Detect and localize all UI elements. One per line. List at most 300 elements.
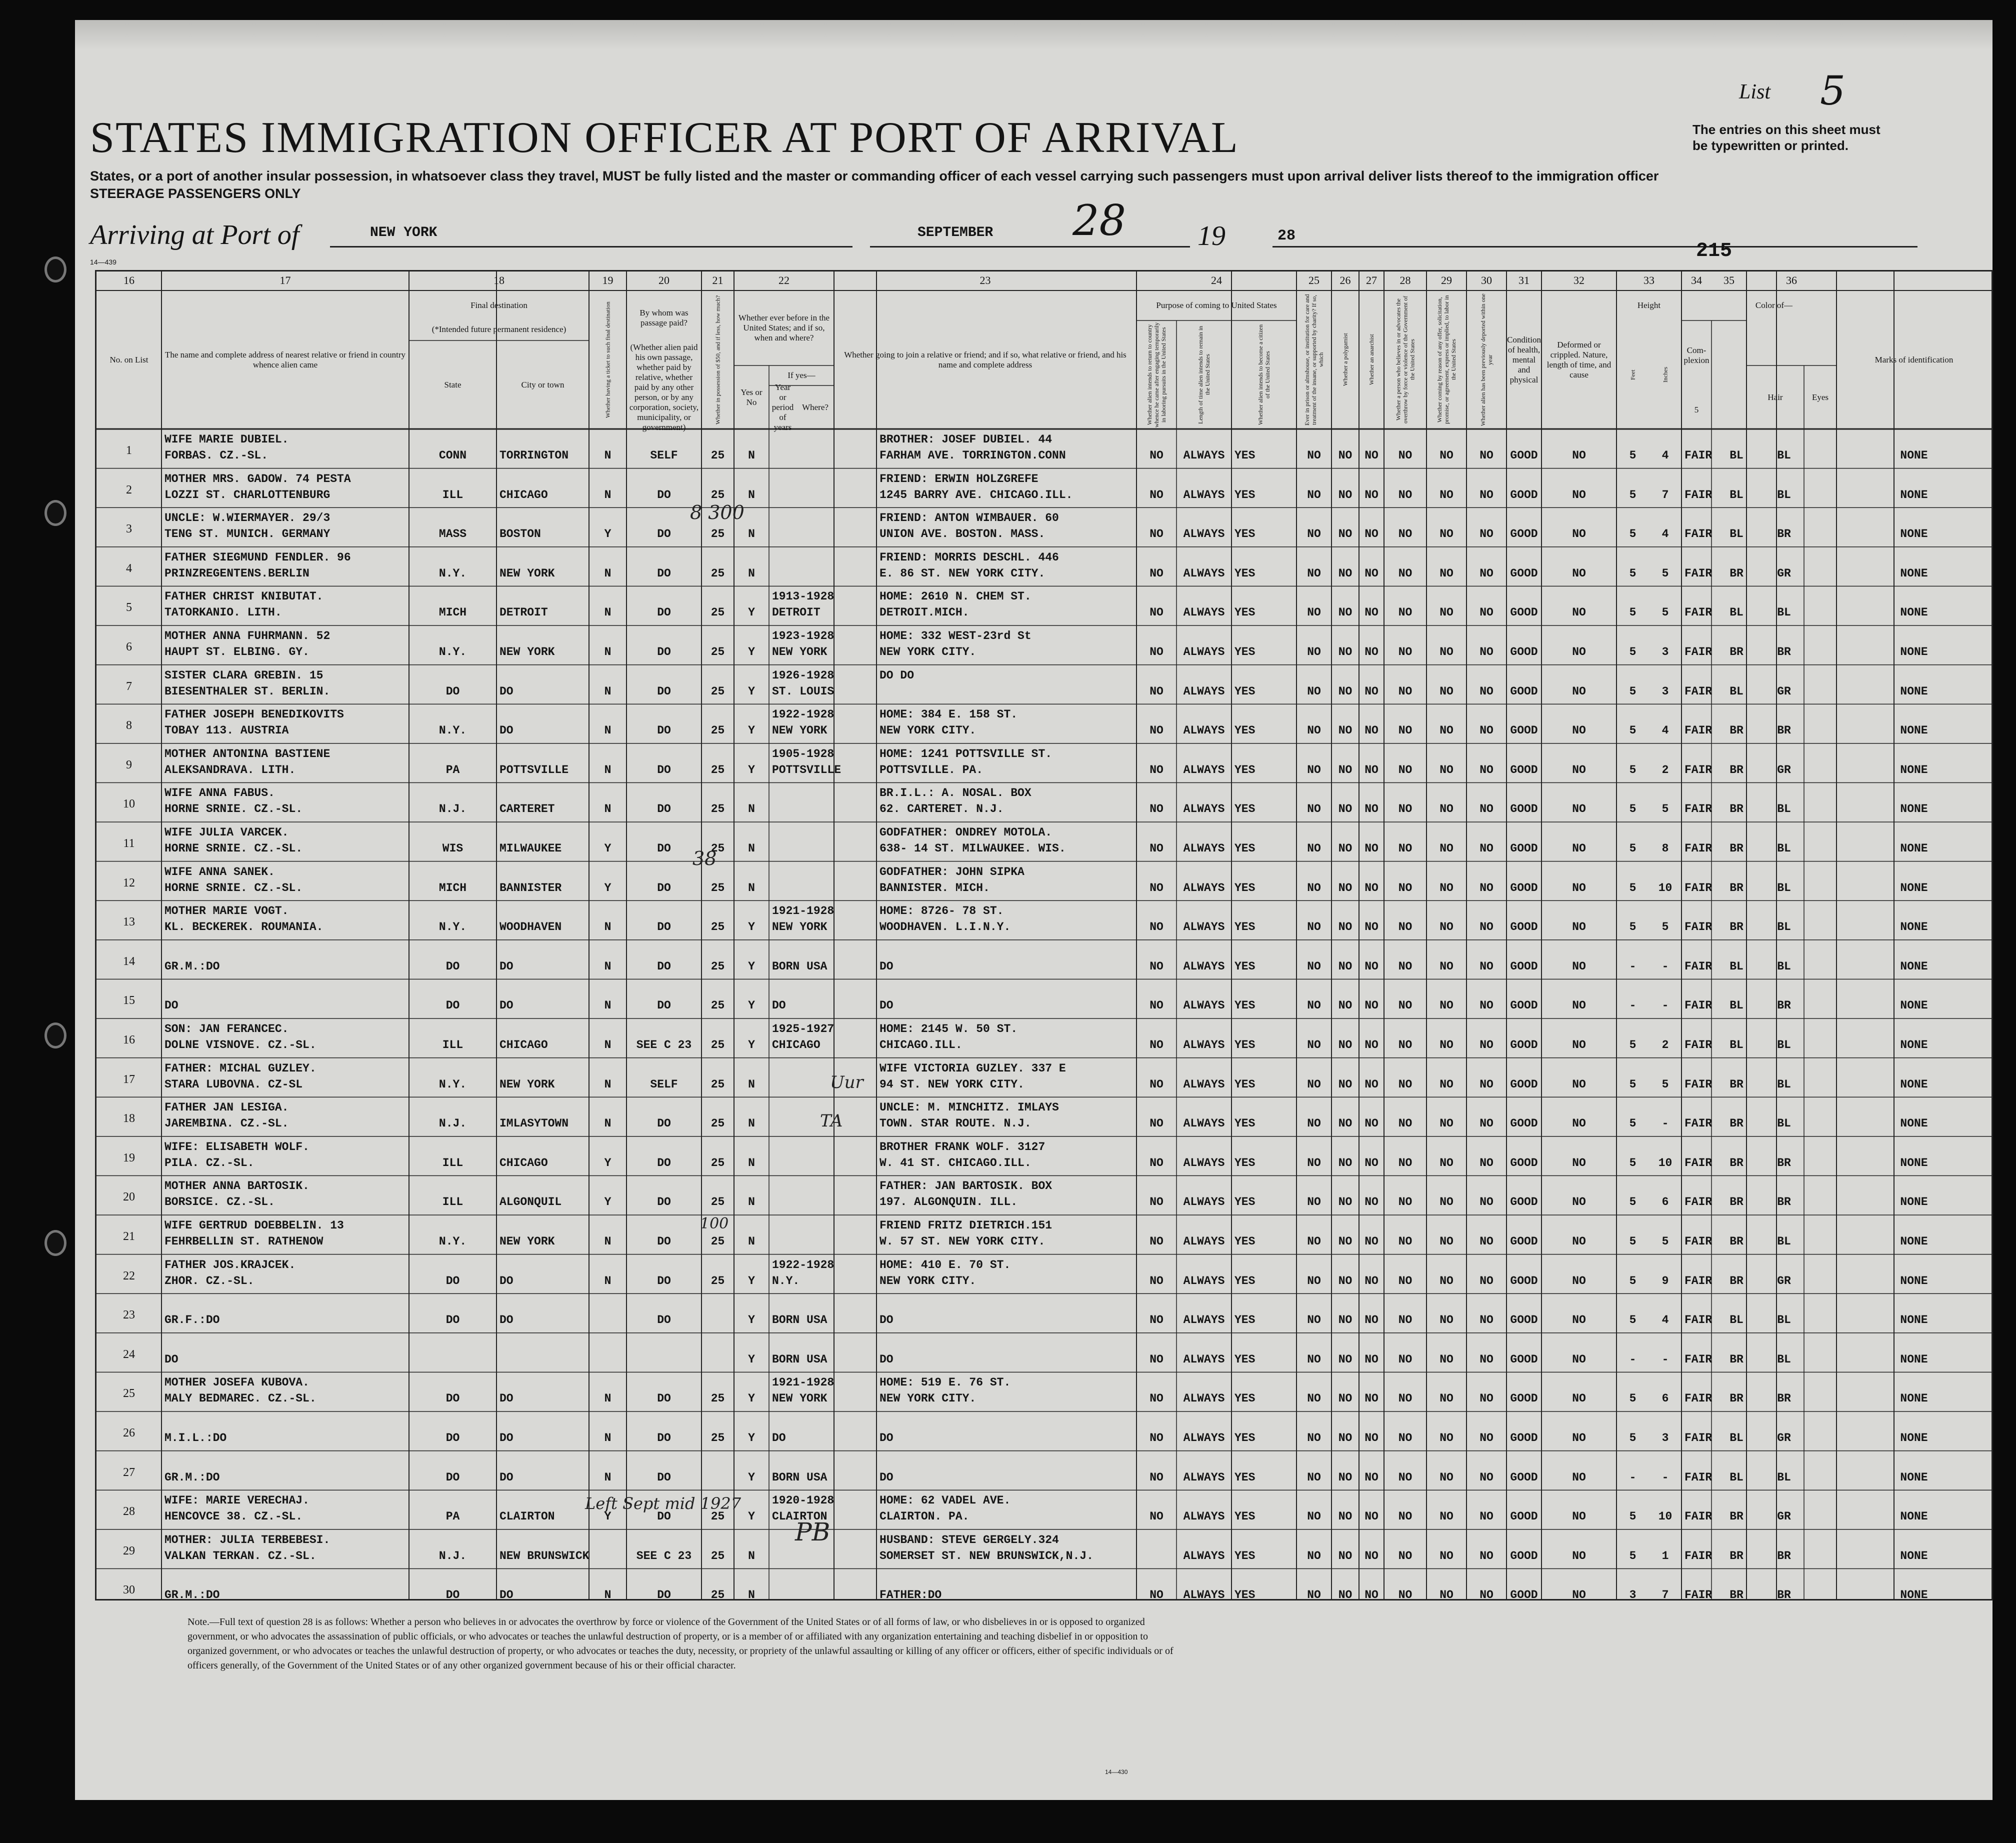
height-feet: 5 (1629, 1078, 1636, 1091)
anarchist-flag: NO (1364, 1432, 1378, 1444)
height-inches: 7 (1662, 1588, 1669, 1602)
money-annotation: 8 300 (690, 502, 744, 524)
passage-paid-by: DO (657, 999, 671, 1012)
polygamist-flag: NO (1338, 763, 1352, 776)
length-of-stay: ALWAYS (1183, 1588, 1225, 1602)
eye-color: BL (1777, 1314, 1791, 1327)
anarchist-flag: NO (1364, 1156, 1378, 1170)
prison-flag: NO (1307, 960, 1321, 973)
q30-flag: NO (1480, 488, 1494, 502)
q29-flag: NO (1440, 1549, 1454, 1562)
relative-address: KL. BECKEREK. ROUMANIA. (164, 920, 324, 934)
row-number: 2 (126, 483, 132, 496)
identification-marks: NONE (1900, 724, 1928, 738)
anarchist-flag: NO (1364, 528, 1378, 541)
ticket-flag: N (604, 684, 612, 698)
hair-color: BL (1730, 606, 1744, 620)
header-anarchist: Whether an anarchist (1368, 334, 1375, 386)
column-number: 32 (1574, 274, 1584, 286)
eye-color: BL (1777, 881, 1791, 894)
period-in-us: 1921-1928 (772, 904, 834, 918)
passage-paid-by: DO (657, 1274, 671, 1288)
destination-state: N.Y. (438, 566, 467, 580)
complexion-value: FAIR (1684, 1392, 1712, 1406)
complexion-value: FAIR (1684, 646, 1712, 658)
polygamist-flag: NO (1338, 1470, 1352, 1484)
ticket-flag: N (604, 1274, 612, 1288)
height-feet: 5 (1629, 1549, 1636, 1562)
row-number: 29 (123, 1544, 135, 1558)
previously-in-us: N (748, 1588, 755, 1602)
intends-citizenship: YES (1234, 1235, 1256, 1248)
height-inches: 4 (1662, 724, 1669, 738)
passage-paid-by: DO (657, 1314, 671, 1327)
money-amount: 25 (710, 881, 725, 894)
relative-name: MOTHER: JULIA TERBEBESI. (164, 1533, 330, 1546)
hair-color: BR (1730, 1274, 1744, 1288)
ticket-flag: Y (604, 1510, 612, 1524)
destination-city: DO (500, 1588, 514, 1602)
q28-flag: NO (1398, 449, 1412, 462)
joining-contact: FRIEND: ERWIN HOLZGREFE (880, 472, 1038, 486)
relative-address: FEHRBELLIN ST. RATHENOW (164, 1235, 324, 1248)
destination-state: DO (446, 1274, 460, 1288)
polygamist-flag: NO (1338, 684, 1352, 698)
relative-name: SISTER CLARA GREBIN. 15 (164, 668, 324, 682)
previously-in-us: Y (748, 920, 755, 934)
complexion-value: FAIR (1684, 1274, 1712, 1288)
destination-city: NEW YORK (500, 1235, 555, 1248)
ticket-flag: Y (604, 842, 612, 855)
header-hair: Hair (1768, 392, 1783, 402)
column-number: 30 (1481, 274, 1492, 286)
date-underline (870, 246, 1190, 248)
destination-state: DO (446, 1432, 460, 1444)
joining-contact: GODFATHER: JOHN SIPKA (880, 865, 1024, 878)
health-condition: GOOD (1510, 1156, 1538, 1170)
passage-paid-by: DO (657, 881, 671, 894)
q30-flag: NO (1480, 1588, 1494, 1602)
row-number: 25 (123, 1387, 135, 1400)
health-condition: GOOD (1510, 1549, 1538, 1562)
q28-flag: NO (1398, 1352, 1412, 1366)
height-inches: 10 (1658, 1156, 1672, 1170)
identification-marks: NONE (1900, 1196, 1928, 1209)
anarchist-flag: NO (1364, 960, 1378, 973)
relative-address: M.I.L.:DO (164, 1432, 227, 1444)
money-amount: 25 (710, 1235, 725, 1248)
health-condition: GOOD (1510, 1588, 1538, 1602)
deformed-flag: NO (1572, 1235, 1586, 1248)
joining-contact: BROTHER: JOSEF DUBIEL. 44 (880, 433, 1052, 446)
period-in-us: 1925-1927 (772, 1022, 834, 1036)
relative-name: FATHER JAN LESIGA. (164, 1101, 289, 1114)
anarchist-flag: NO (1364, 1274, 1378, 1288)
destination-city: DO (500, 1470, 514, 1484)
relative-name: WIFE: ELISABETH WOLF. (164, 1140, 310, 1154)
relative-name: UNCLE: W.WIERMAYER. 29/3 (164, 512, 330, 525)
health-condition: GOOD (1510, 960, 1538, 973)
intends-citizenship: YES (1234, 960, 1256, 973)
q28-flag: NO (1398, 566, 1412, 580)
where-in-us: N.Y. (772, 1274, 800, 1288)
q28-flag: NO (1398, 763, 1412, 776)
passage-paid-by: DO (657, 684, 671, 698)
passage-paid-by: DO (657, 724, 671, 738)
anarchist-flag: NO (1364, 1392, 1378, 1406)
joining-address: POTTSVILLE. PA. (880, 763, 984, 776)
joining-contact: HUSBAND: STEVE GERGELY.324 (880, 1533, 1059, 1546)
polygamist-flag: NO (1338, 724, 1352, 738)
hair-color: BR (1730, 1156, 1744, 1170)
port-value: NEW YORK (370, 225, 438, 240)
column-number: 29 (1441, 274, 1452, 286)
previously-in-us: N (748, 1549, 755, 1562)
money-amount: 25 (710, 1078, 725, 1091)
intends-return: NO (1150, 1432, 1164, 1444)
previously-in-us: Y (748, 1470, 755, 1484)
destination-state: MASS (438, 528, 467, 541)
complexion-value: FAIR (1684, 1117, 1712, 1130)
joining-address: 638- 14 ST. MILWAUKEE. WIS. (880, 842, 1066, 855)
joining-address: 1245 BARRY AVE. CHICAGO.ILL. (880, 488, 1073, 502)
health-condition: GOOD (1510, 842, 1538, 855)
relative-address: HORNE SRNIE. CZ.-SL. (164, 802, 303, 816)
passage-paid-by: DO (657, 1235, 671, 1248)
joining-address: 62. CARTERET. N.J. (880, 802, 1004, 816)
ticket-flag: Y (604, 1196, 612, 1209)
destination-city: WOODHAVEN (500, 920, 562, 934)
destination-state: PA (446, 1510, 460, 1524)
relative-address: MALY BEDMAREC. CZ.-SL. (164, 1392, 316, 1406)
identification-marks: NONE (1900, 1352, 1928, 1366)
q30-flag: NO (1480, 920, 1494, 934)
relative-name: WIFE MARIE DUBIEL. (164, 433, 289, 446)
money-amount: 25 (710, 999, 725, 1012)
identification-marks: NONE (1900, 960, 1928, 973)
previously-in-us: N (748, 528, 755, 541)
identification-marks: NONE (1900, 1235, 1928, 1248)
passage-paid-by: DO (657, 802, 671, 816)
q29-flag: NO (1440, 1274, 1454, 1288)
health-condition: GOOD (1510, 1274, 1538, 1288)
money-amount: 25 (710, 802, 725, 816)
q30-flag: NO (1480, 1470, 1494, 1484)
anarchist-flag: NO (1364, 488, 1378, 502)
deformed-flag: NO (1572, 1038, 1586, 1052)
height-feet: 3 (1629, 1588, 1636, 1602)
ticket-flag: N (604, 920, 612, 934)
prison-flag: NO (1307, 724, 1321, 738)
column-number: 36 (1786, 274, 1797, 286)
anarchist-flag: NO (1364, 449, 1378, 462)
previously-in-us: Y (748, 999, 755, 1012)
passage-paid-by: DO (657, 1470, 671, 1484)
q29-flag: NO (1440, 646, 1454, 658)
identification-marks: NONE (1900, 1588, 1928, 1602)
ticket-flag: N (604, 606, 612, 620)
intends-citizenship: YES (1234, 881, 1256, 894)
joining-address: UNION AVE. BOSTON. MASS. (880, 528, 1046, 541)
length-of-stay: ALWAYS (1183, 449, 1225, 462)
complexion-value: FAIR (1684, 1432, 1712, 1444)
length-of-stay: ALWAYS (1183, 606, 1225, 620)
prison-flag: NO (1307, 1038, 1321, 1052)
destination-city: DO (500, 1274, 514, 1288)
passage-paid-by: DO (657, 1588, 671, 1602)
health-condition: GOOD (1510, 1038, 1538, 1052)
polygamist-flag: NO (1338, 1156, 1352, 1170)
anarchist-flag: NO (1364, 802, 1378, 816)
length-of-stay: ALWAYS (1183, 999, 1225, 1012)
length-of-stay: ALWAYS (1183, 684, 1225, 698)
health-condition: GOOD (1510, 1470, 1538, 1484)
where-in-us: NEW YORK (772, 920, 828, 934)
where-in-us: BORN USA (772, 1314, 828, 1327)
health-condition: GOOD (1510, 1314, 1538, 1327)
where-in-us: ST. LOUIS (772, 684, 834, 698)
intends-citizenship: YES (1234, 528, 1256, 541)
destination-city: DO (500, 1392, 514, 1406)
height-feet: 5 (1629, 1314, 1636, 1327)
row-number: 16 (123, 1034, 135, 1046)
deformed-flag: NO (1572, 802, 1586, 816)
height-feet: 5 (1629, 1038, 1636, 1052)
health-condition: GOOD (1510, 920, 1538, 934)
q28-flag: NO (1398, 646, 1412, 658)
polygamist-flag: NO (1338, 1038, 1352, 1052)
column-number: 33 (1644, 274, 1654, 286)
prison-flag: NO (1307, 684, 1321, 698)
height-feet: 5 (1629, 724, 1636, 738)
complexion-value: FAIR (1684, 1510, 1712, 1524)
row-number: 27 (123, 1466, 135, 1479)
q30-flag: NO (1480, 724, 1494, 738)
height-inches: 5 (1662, 802, 1669, 816)
destination-state: CONN (438, 449, 467, 462)
height-feet: 5 (1629, 1235, 1636, 1248)
intends-return: NO (1150, 1117, 1164, 1130)
relative-address: LOZZI ST. CHARLOTTENBURG (164, 488, 330, 502)
health-condition: GOOD (1510, 881, 1538, 894)
relative-address: GR.M.:DO (164, 1588, 220, 1602)
length-of-stay: ALWAYS (1183, 802, 1225, 816)
anarchist-flag: NO (1364, 920, 1378, 934)
intends-citizenship: YES (1234, 449, 1256, 462)
column-number: 17 (280, 274, 291, 286)
q30-flag: NO (1480, 646, 1494, 658)
deformed-flag: NO (1572, 488, 1586, 502)
intends-citizenship: YES (1234, 1470, 1256, 1484)
q30-flag: NO (1480, 606, 1494, 620)
relative-name: FATHER SIEGMUND FENDLER. 96 (164, 550, 351, 564)
destination-state: WIS (442, 842, 464, 855)
row-number: 23 (123, 1308, 135, 1322)
height-inches: 6 (1662, 1392, 1669, 1406)
height-feet: - (1629, 1352, 1636, 1366)
day-handwritten: 28 (1072, 196, 1126, 245)
ticket-flag: N (604, 449, 612, 462)
header-state: State (444, 380, 462, 390)
complexion-value: FAIR (1684, 960, 1712, 973)
anarchist-flag: NO (1364, 1038, 1378, 1052)
row-number: 7 (126, 680, 132, 693)
row-number: 1 (126, 444, 132, 457)
identification-marks: NONE (1900, 1078, 1928, 1091)
binding-hole-icon (47, 259, 64, 280)
joining-contact: HOME: 2145 W. 50 ST. (880, 1022, 1018, 1036)
deformed-flag: NO (1572, 1432, 1586, 1444)
passage-paid-by: DO (657, 920, 671, 934)
q28-flag: NO (1398, 1470, 1412, 1484)
length-of-stay: ALWAYS (1183, 1196, 1225, 1209)
destination-state: DO (446, 1470, 460, 1484)
q29-flag: NO (1440, 763, 1454, 776)
where-in-us: DETROIT (772, 606, 820, 620)
q29-flag: NO (1440, 1432, 1454, 1444)
prison-flag: NO (1307, 1510, 1321, 1524)
q29-flag: NO (1440, 881, 1454, 894)
relative-address: DOLNE VISNOVE. CZ.-SL. (164, 1038, 316, 1052)
eye-color: BR (1777, 528, 1791, 541)
passage-paid-by: DO (657, 1156, 671, 1170)
header-prison: Ever in prison or almshouse, or institution for care and treatment of the insane, or supported by charity? If so, which (1304, 294, 1324, 426)
money-amount: 25 (710, 1510, 725, 1524)
joining-contact: HOME: 2610 N. CHEM ST. (880, 590, 1032, 604)
destination-state: DO (446, 960, 460, 973)
header-health: Condition of health, mental and physical (1507, 334, 1542, 384)
eye-color: GR (1777, 1510, 1791, 1524)
height-inches: 6 (1662, 1196, 1669, 1209)
money-amount: 25 (710, 646, 725, 658)
header-where: Where? (802, 402, 828, 412)
destination-state: DO (446, 999, 460, 1012)
hair-color: BR (1730, 724, 1744, 738)
period-in-us: 1926-1928 (772, 668, 834, 682)
destination-city: NEW BRUNSWICK (500, 1549, 590, 1562)
money-amount: 25 (710, 1274, 725, 1288)
passage-paid-by: DO (657, 763, 671, 776)
ticket-flag: Y (604, 881, 612, 894)
anarchist-flag: NO (1364, 763, 1378, 776)
complexion-value: FAIR (1684, 1588, 1712, 1602)
passage-paid-by: SEE C 23 (636, 1038, 692, 1052)
q30-flag: NO (1480, 1432, 1494, 1444)
destination-state: MICH (438, 881, 467, 894)
hair-color: BR (1730, 1588, 1744, 1602)
eye-color: BR (1777, 724, 1791, 738)
joining-contact: HOME: 8726- 78 ST. (880, 904, 1004, 918)
anarchist-flag: NO (1364, 1235, 1378, 1248)
joining-address: CLAIRTON. PA. (880, 1510, 970, 1524)
joining-address: E. 86 ST. NEW YORK CITY. (880, 566, 1046, 580)
height-inches: 10 (1658, 881, 1672, 894)
identification-marks: NONE (1900, 646, 1928, 658)
complexion-value: FAIR (1684, 566, 1712, 580)
row-number: 28 (123, 1505, 135, 1518)
previously-in-us: Y (748, 1274, 755, 1288)
eye-color: GR (1777, 1432, 1791, 1444)
handwritten-initials: TA (820, 1111, 843, 1131)
q29-flag: NO (1440, 920, 1454, 934)
deformed-flag: NO (1572, 999, 1586, 1012)
column-number: 24 (1211, 274, 1222, 286)
relative-address: GR.M.:DO (164, 1470, 220, 1484)
previously-in-us: Y (748, 1038, 755, 1052)
footer-note: Note.—Full text of question 28 is as follows: Whether a person who believes in or advocates the overthrow by force or violence of the Government of the United States or of all forms of law, or who disbelieves in or is opposed to organized government, or who advocates the assassination of public officials, or who advocates or teaches the unlawful destruction of property, or is a member of or affiliated with any organization entertaining and teaching disbelief in or opposition to organized government, or who advocates or teaches the unlawful destruction of property, or who advocates or teaches the duty, necessity, or propriety of the unlawful assaulting or killing of any officer or officers, either of specific individuals or of officers generally, of the Government of the United States or of any other organized government because of his or their official character. (188, 1616, 1174, 1671)
length-of-stay: ALWAYS (1183, 1549, 1225, 1562)
joining-address: WOODHAVEN. L.I.N.Y. (880, 920, 1011, 934)
intends-citizenship: YES (1234, 566, 1256, 580)
previously-in-us: Y (748, 684, 755, 698)
q29-flag: NO (1440, 684, 1454, 698)
list-label: List (1739, 80, 1771, 104)
deformed-flag: NO (1572, 566, 1586, 580)
q29-flag: NO (1440, 1470, 1454, 1484)
identification-marks: NONE (1900, 1510, 1928, 1524)
height-feet: 5 (1629, 488, 1636, 502)
row-number: 13 (123, 916, 135, 929)
polygamist-flag: NO (1338, 881, 1352, 894)
handwritten-amount: 100 (700, 1215, 729, 1232)
intends-return: NO (1150, 684, 1164, 698)
length-of-stay: ALWAYS (1183, 1078, 1225, 1091)
deformed-flag: NO (1572, 763, 1586, 776)
destination-state: ILL (442, 1156, 464, 1170)
intends-return: NO (1150, 488, 1164, 502)
row-number: 8 (126, 719, 132, 732)
relative-name: FATHER: MICHAL GUZLEY. (164, 1062, 316, 1075)
hair-color: BR (1730, 566, 1744, 580)
complexion-value: FAIR (1684, 488, 1712, 502)
health-condition: GOOD (1510, 1078, 1538, 1091)
intends-return: NO (1150, 1274, 1164, 1288)
period-in-us: 1923-1928 (772, 630, 834, 642)
where-in-us: CHICAGO (772, 1038, 820, 1052)
header-feet: Feet (1629, 370, 1636, 380)
hair-color: BL (1730, 1314, 1744, 1327)
eye-color: BL (1777, 960, 1791, 973)
intends-return: NO (1150, 1352, 1164, 1366)
column-number: 16 (124, 274, 134, 286)
length-of-stay: ALWAYS (1183, 488, 1225, 502)
q29-flag: NO (1440, 1588, 1454, 1602)
eye-color: BL (1777, 802, 1791, 816)
money-amount: 25 (710, 960, 725, 973)
header-complexion: Com-plexion (1684, 346, 1710, 365)
passage-paid-by: DO (657, 1392, 671, 1406)
identification-marks: NONE (1900, 606, 1928, 620)
previously-in-us: Y (748, 606, 755, 620)
height-feet: 5 (1629, 920, 1636, 934)
row-number: 22 (123, 1269, 135, 1282)
intends-citizenship: YES (1234, 724, 1256, 738)
intends-return: NO (1150, 1078, 1164, 1091)
ticket-flag: N (604, 802, 612, 816)
relative-address: STARA LUBOVNA. CZ-SL (164, 1078, 303, 1091)
money-amount: 25 (710, 449, 725, 462)
destination-city: CHICAGO (500, 488, 548, 502)
intends-return: NO (1150, 646, 1164, 658)
health-condition: GOOD (1510, 802, 1538, 816)
health-condition: GOOD (1510, 1432, 1538, 1444)
intends-citizenship: YES (1234, 684, 1256, 698)
identification-marks: NONE (1900, 1549, 1928, 1562)
row-number: 9 (126, 758, 132, 772)
row-number: 21 (123, 1230, 135, 1243)
destination-state: ILL (442, 1196, 464, 1209)
destination-city: MILWAUKEE (500, 842, 562, 855)
